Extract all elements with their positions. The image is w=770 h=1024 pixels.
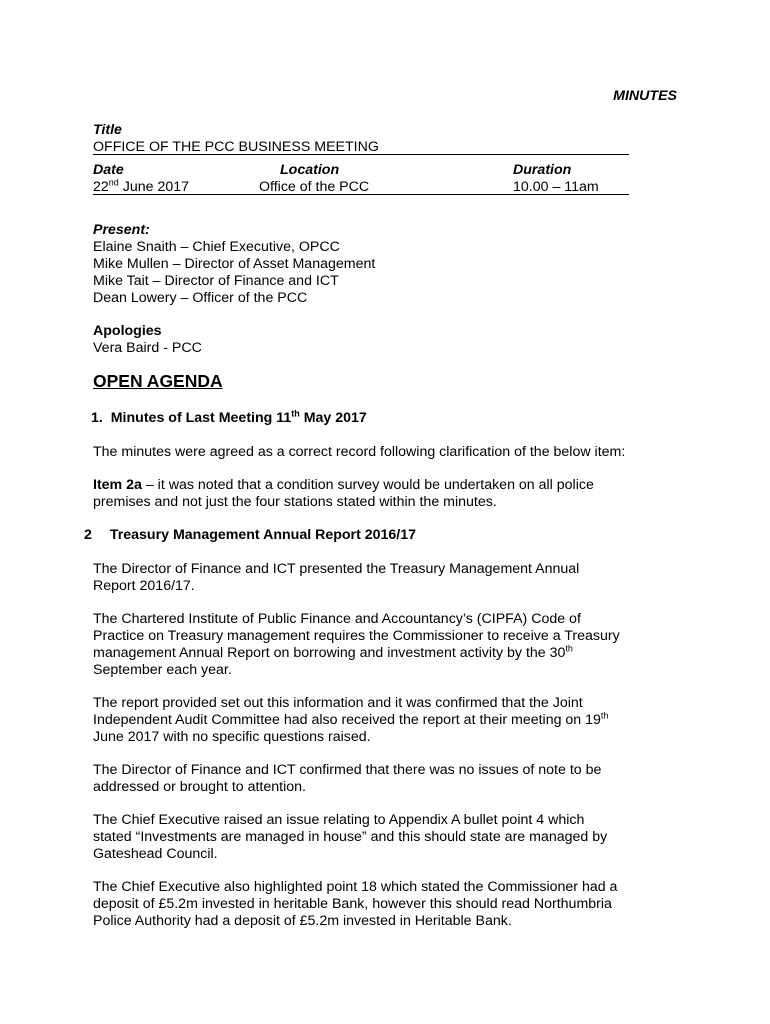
document-type-label: MINUTES [613,88,677,104]
present-item: Mike Mullen – Director of Asset Management [93,256,376,272]
date-label: Date [93,162,124,178]
present-item: Dean Lowery – Officer of the PCC [93,290,308,306]
date-rest: June 2017 [118,179,190,195]
present-label: Present: [93,222,150,238]
item-1-paragraph-2 [93,477,693,511]
agenda-item-1-title-sup: th [291,408,300,419]
item-2-p4-line-2: addressed or brought to attention. [93,779,306,795]
item-2-paragraph-3 [93,695,693,746]
item-2-p2-line-3: management Annual Report on borrowing and investment activity by the 30 [93,645,566,661]
apologies-label: Apologies [93,323,162,339]
meeting-date [93,179,189,196]
present-section [93,222,693,307]
item-1-paragraph-1: The minutes were agreed as a correct record following clarification of the below item: [93,444,626,460]
item-2-p5-line-1: The Chief Executive raised an issue relating to Appendix A bullet point 4 which [93,812,585,828]
item-2-paragraph-4 [93,762,693,796]
apologies-section [93,323,693,357]
title-label: Title [93,122,122,138]
item-2-p6-line-3: Police Authority had a deposit of £5.2m invested in Heritable Bank. [93,913,512,929]
item-2-p6-line-2: deposit of £5.2m invested in heritable Bank, however this should read Northumbria [93,896,612,912]
item-2-p6-line-1: The Chief Executive also highlighted point 18 which stated the Commissioner had a [93,879,618,895]
agenda-item-1-title-post: May 2017 [299,410,367,426]
meeting-details [93,122,633,195]
item-2-p3-line-2: Independent Audit Committee had also received the report at their meeting on 19 [93,712,601,728]
open-agenda-heading: OPEN AGENDA [93,371,223,391]
item-2-p2-line-4: September each year. [93,662,232,678]
duration-label: Duration [513,162,572,178]
item-2-p4-line-1: The Director of Finance and ICT confirmed that there was no issues of note to be [93,762,602,778]
item-2-p2-line-3-sup: th [565,643,573,654]
item-2-paragraph-6 [93,879,693,930]
agenda-item-1-heading [91,410,367,427]
item-2-p2-line-2: Practice on Treasury management requires the Commissioner to receive a Treasury [93,628,620,644]
meeting-location: Office of the PCC [259,179,370,195]
item-2-paragraph-1 [93,561,693,595]
agenda-item-1-title-pre: Minutes of Last Meeting 11 [110,410,292,426]
present-item: Elaine Snaith – Chief Executive, OPCC [93,239,340,255]
item-2a-label: Item 2a [93,477,142,493]
apologies-item: Vera Baird - PCC [93,340,202,356]
item-2a-line-2: premises and not just the four stations stated within the minutes. [93,494,497,510]
item-2a-line-1: – it was noted that a condition survey would be undertaken on all police [141,477,594,493]
agenda-item-1-number: 1. [91,410,103,426]
item-2-p3-line-3: June 2017 with no specific questions raised. [93,729,371,745]
item-2-p2-line-1: The Chartered Institute of Public Finance and Accountancy’s (CIPFA) Code of [93,611,581,627]
item-2-p3-line-2-sup: th [600,710,609,721]
item-2-paragraph-2 [93,611,693,679]
details-value-row [93,179,629,196]
present-item: Mike Tait – Director of Finance and ICT [93,273,339,289]
item-2-p5-line-3: Gateshead Council. [93,846,218,862]
agenda-item-2-number: 2 [84,527,92,543]
item-2-paragraph-5 [93,812,693,863]
agenda-item-2-heading [84,527,416,544]
location-label: Location [280,162,340,178]
meeting-duration: 10.00 – 11am [513,179,599,195]
item-2-p1-line-2: Report 2016/17. [93,578,195,594]
date-suffix: nd [108,177,119,188]
item-2-p1-line-1: The Director of Finance and ICT presented the Treasury Management Annual [93,561,580,577]
date-day: 22 [93,179,109,195]
agenda-item-2-title: Treasury Management Annual Report 2016/17 [109,527,417,543]
item-2-p5-line-2: stated “Investments are managed in house” and this should state are managed by [93,829,608,845]
meeting-title: OFFICE OF THE PCC BUSINESS MEETING [93,139,379,155]
details-header-row [93,162,629,179]
item-2-p3-line-1: The report provided set out this information and it was confirmed that the Joint [93,695,583,711]
